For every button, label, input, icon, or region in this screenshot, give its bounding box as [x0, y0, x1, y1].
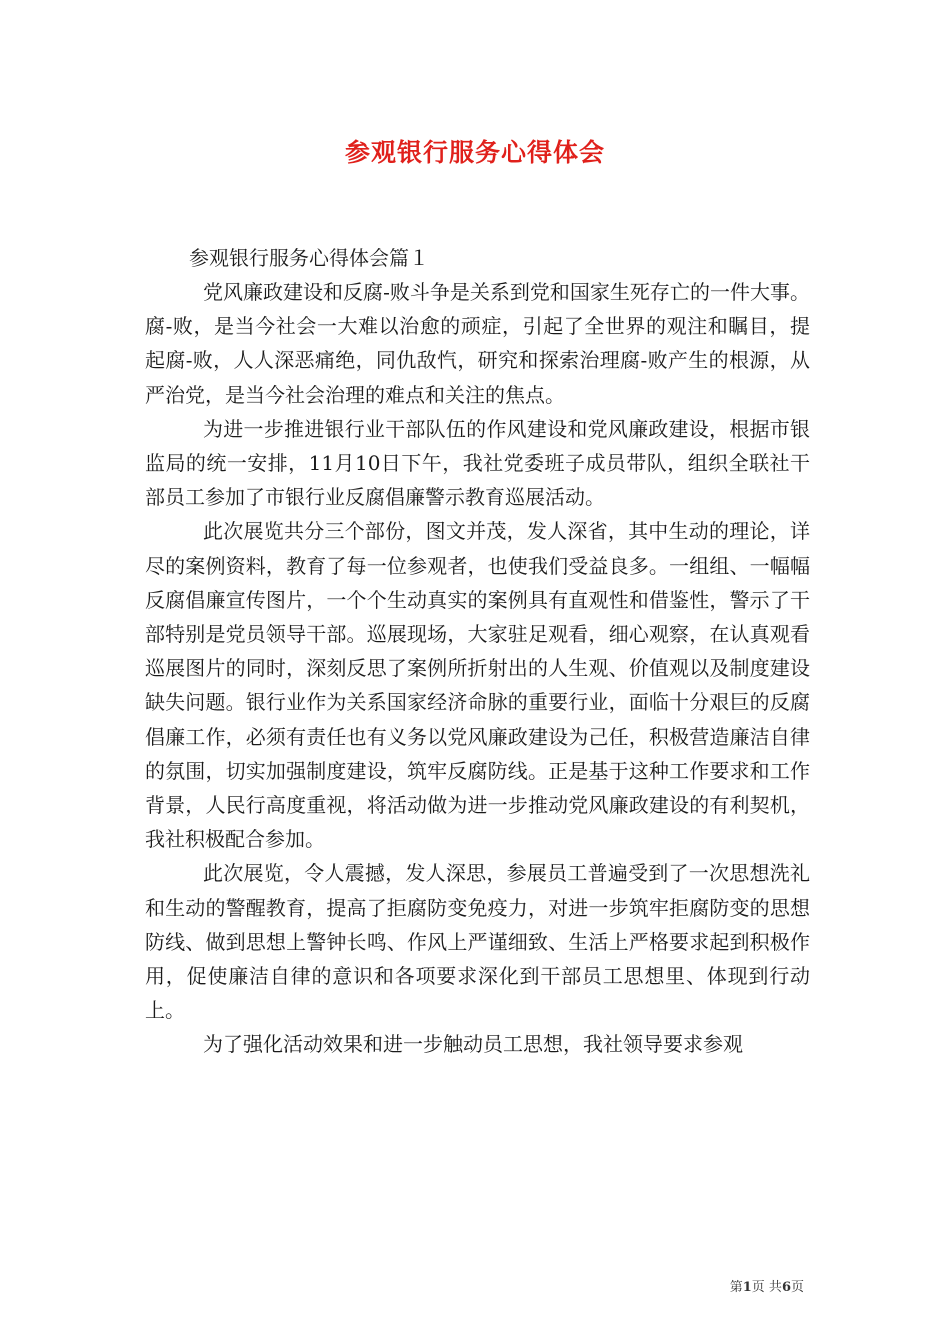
paragraph-3: 此次展览共分三个部份，图文并茂，发人深省，其中生动的理论，详尽的案例资料，教育了每一位参观者，也使我们受益良多。一组组、一幅幅反腐倡廉宣传图片，一个个生动真实的案例具有直观性和借鉴性，警示了干部特别是党员领导干部。巡展现场，大家驻足观看，细心观察，在认真观看巡展图片的同时，深刻反思了案例所折射出的人生观、价值观以及制度建设缺失问题。银行业作为关系国家经济命脉的重要行业，面临十分艰巨的反腐倡廉工作，必须有责任也有义务以党风廉政建设为己任，积极营造廉洁自律的氛围，切实加强制度建设，筑牢反腐防线。正是基于这种工作要求和工作背景，人民行高度重视，将活动做为进一步推动党风廉政建设的有利契机，我社积极配合参加。	[145, 519, 810, 852]
total-pages-number: 6	[781, 1280, 791, 1295]
section-heading: 参观银行服务心得体会篇１	[189, 246, 429, 270]
page-number-footer	[730, 1276, 804, 1295]
paragraph-5: 为了强化活动效果和进一步触动员工思想，我社领导要求参观	[203, 1032, 743, 1057]
paragraph-4: 此次展览，令人震撼，发人深思，参展员工普遍受到了一次思想洗礼和生动的警醒教育，提高了拒腐防变免疫力，对进一步筑牢拒腐防变的思想防线、做到思想上警钟长鸣、作风上严谨细致、生活上严格要求起到积极作用，促使廉洁自律的意识和各项要求深化到干部员工思想里、体现到行动上。	[145, 861, 810, 1023]
current-page-number: 1	[742, 1280, 752, 1295]
document-title: 参观银行服务心得体会	[344, 138, 605, 167]
paragraph-2: 为进一步推进银行业干部队伍的作风建设和党风廉政建设，根据市银监局的统一安排，11月10日下午，我社党委班子成员带队，组织全联社干部员工参加了市银行业反腐倡廉警示教育巡展活动。	[145, 416, 810, 510]
footer-middle: 页 共	[751, 1280, 782, 1295]
footer-prefix: 第	[729, 1280, 743, 1295]
paragraph-1: 党风廉政建设和反腐-败斗争是关系到党和国家生死存亡的一件大事。腐-败，是当今社会一大难以治愈的顽症，引起了全世界的观注和瞩目，提起腐-败，人人深恶痛绝，同仇敌忾，研究和探索治理腐-败产生的根源，从严治党，是当今社会治理的难点和关注的焦点。	[145, 280, 810, 407]
footer-suffix: 页	[790, 1280, 804, 1295]
document-body	[145, 241, 810, 1062]
